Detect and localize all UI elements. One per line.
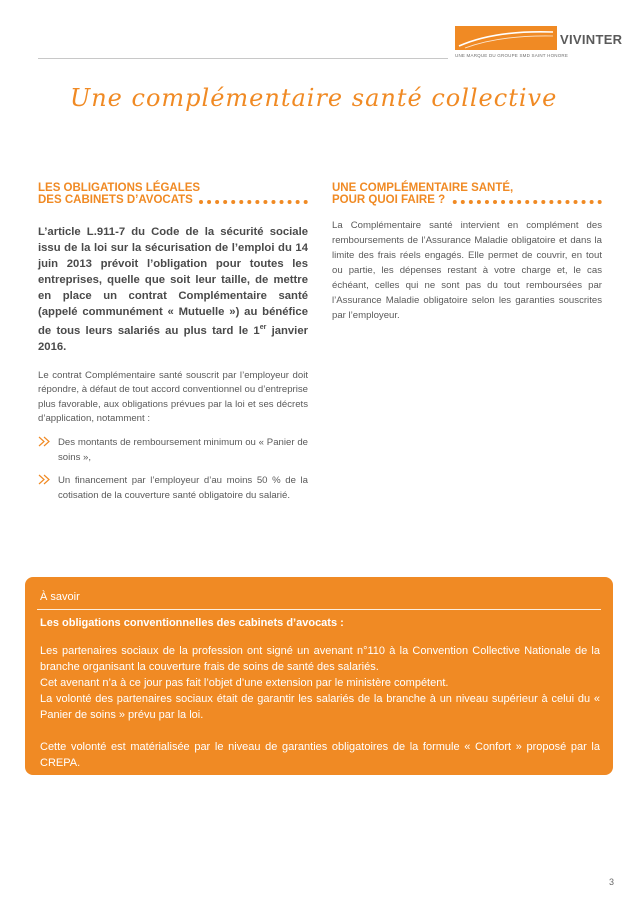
page-number: 3 (608, 877, 614, 887)
brand-tagline: UNE MARQUE DU GROUPE SMD SAINT HONORE (455, 53, 569, 58)
left-column (38, 182, 308, 503)
info-box-body (40, 643, 600, 771)
list-item (38, 435, 308, 465)
page-title: Une complémentaire santé collective (70, 84, 558, 112)
heading-line1: LES OBLIGATIONS LÉGALES (38, 182, 201, 194)
intro-paragraph: L’article L.911-7 du Code de la sécurité sociale issu de la loi sur la sécurisation de l’emploi du 14 juin 2013 prévoit l’obligation pour toutes les entreprises, quelle que soit leur taille, de mettre en place un contrat Complémentaire santé (appelé communément « Mutuelle ») au bénéfice de tous leurs salariés au plus tard le 1er janvier 2016. (38, 226, 308, 353)
info-paragraph: Les partenaires sociaux de la profession ont signé un avenant n°110 à la Convention Collective Nationale de la branche organisant la couverture frais de soins de santé des salariés. (40, 645, 600, 673)
heading-line1: UNE COMPLÉMENTAIRE SANTÉ, (332, 182, 514, 194)
info-box-title: À savoir (40, 591, 80, 603)
list-item (38, 473, 308, 503)
info-paragraph: Cet avenant n’a à ce jour pas fait l’objet d’une extension par le ministère compétent. (40, 677, 449, 689)
brand-name: VIVINTER (560, 32, 623, 47)
info-box-rule (37, 609, 601, 610)
info-box-heading: Les obligations conventionnelles des cabinets d’avocats : (40, 617, 344, 629)
info-box (25, 577, 613, 775)
double-chevron-icon (38, 474, 54, 485)
header-rule (38, 58, 448, 59)
vivinter-logo (455, 26, 623, 60)
info-paragraph: Cette volonté est matérialisée par le niveau de garanties obligatoires de la formule « Confort » proposé par la CREPA. (40, 741, 600, 769)
heading-line2: POUR QUOI FAIRE ? (332, 194, 449, 206)
bullet-text: Un financement par l’employeur d’au moins 50 % de la cotisation de la couverture santé obligatoire du salarié. (58, 474, 308, 501)
purpose-paragraph: La Complémentaire santé intervient en complément des remboursements de l’Assurance Maladie obligatoire et dans la limite des frais réels engagés. Elle permet de couvrir, en tout ou partie, les dépenses restant à votre charge et, le cas échéant, celles qui ne sont pas du tout remboursées par l’Assurance Maladie obligatoire selon les garanties souscrites par l’employeur. (332, 220, 602, 321)
heading-line2: DES CABINETS D’AVOCATS (38, 194, 197, 206)
logo-swoosh (455, 26, 557, 50)
contract-paragraph: Le contrat Complémentaire santé souscrit par l’employeur doit répondre, à défaut de tout accord conventionnel ou d’entreprise plus favorable, aux obligations prévues par la loi et ses décrets d’application, notamment : (38, 369, 308, 425)
double-chevron-icon (38, 436, 54, 447)
purpose-heading (332, 182, 602, 206)
bullet-text: Des montants de remboursement minimum ou « Panier de soins », (58, 436, 308, 463)
right-column (332, 182, 602, 323)
info-paragraph: La volonté des partenaires sociaux était de garantir les salariés de la branche à un niveau supérieur à celui du « Panier de soins » prévu par la loi. (40, 693, 600, 721)
legal-obligations-heading (38, 182, 308, 206)
